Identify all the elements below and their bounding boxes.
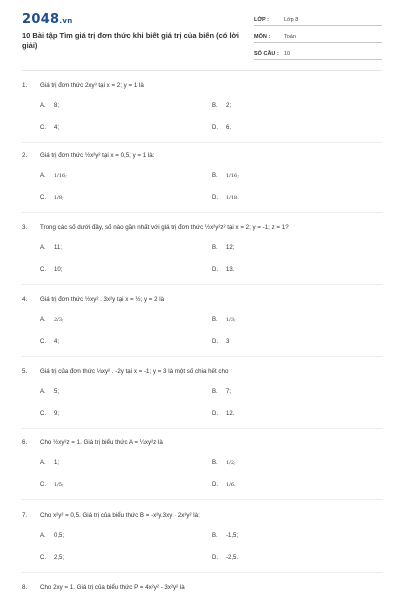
question-1: [22, 82, 382, 131]
meta-row-subject: [254, 31, 382, 43]
option-a[interactable]: A. 2/3;: [40, 317, 64, 323]
meta-panel: [254, 14, 382, 65]
question-separator: [22, 428, 382, 429]
meta-value: 10: [284, 51, 291, 57]
header-divider: [22, 70, 382, 71]
question-5: [22, 368, 382, 417]
question-separator: [22, 284, 382, 285]
option-c[interactable]: C. 4;: [40, 125, 60, 131]
meta-row-class: [254, 14, 382, 26]
question-number: 1.: [22, 82, 28, 89]
question-text: Cho 2xy = 1. Giá trị của biểu thức P = 4x²y² - 3x²y² là: [40, 584, 185, 591]
question-number: 5.: [22, 368, 28, 375]
question-8: [22, 584, 382, 591]
question-number: 3.: [22, 224, 28, 231]
question-number: 2.: [22, 152, 28, 159]
option-a[interactable]: A. 1/16;: [40, 173, 67, 179]
question-separator: [22, 499, 382, 500]
option-a[interactable]: A. 0,5;: [40, 533, 65, 539]
option-b[interactable]: B. 12;: [212, 245, 235, 251]
question-3: [22, 224, 382, 273]
option-b[interactable]: B. -1,5;: [212, 533, 239, 539]
question-separator: [22, 572, 382, 573]
document-title: 10 Bài tập Tìm giá trị đơn thức khi biết giá trị của biến (có lời giải): [22, 31, 239, 50]
question-separator: [22, 212, 382, 213]
option-a[interactable]: A. 8;: [40, 103, 60, 109]
option-b[interactable]: B. 2;: [212, 103, 232, 109]
option-b[interactable]: B. 1/16;: [212, 173, 239, 179]
meta-label: LỚP :: [254, 17, 269, 23]
option-d[interactable]: D. 1/18.: [212, 195, 239, 201]
question-text: Cho ½xy²z = 1. Giá trị biểu thức A = ¼xy²z là: [40, 439, 163, 446]
option-c[interactable]: C. 1/8;: [40, 195, 64, 201]
question-2: [22, 152, 382, 201]
logo: 2048.vn: [22, 12, 73, 27]
question-number: 6.: [22, 439, 28, 446]
meta-label: MÔN :: [254, 34, 271, 40]
option-c[interactable]: C. 9;: [40, 411, 60, 417]
option-a[interactable]: A. 11;: [40, 245, 62, 251]
option-b[interactable]: B. 1/3;: [212, 317, 236, 323]
question-number: 8.: [22, 584, 28, 591]
option-c[interactable]: C. 1/5;: [40, 482, 64, 488]
question-6: [22, 439, 382, 488]
question-number: 4.: [22, 296, 28, 303]
option-b[interactable]: B. 1/2;: [212, 460, 236, 466]
question-separator: [22, 356, 382, 357]
question-text: Cho x²y² = 0,5. Giá trị của biểu thức B = -x²y.3xy · 2x³y² là:: [40, 512, 200, 519]
option-d[interactable]: D. 1/6.: [212, 482, 236, 488]
option-d[interactable]: D. 3: [212, 339, 230, 345]
question-text: Giá trị đơn thức ½xy² . 3x²y tại x = ½; y = 2 là: [40, 296, 165, 303]
option-a[interactable]: A. 5;: [40, 389, 60, 395]
option-a[interactable]: A. 1;: [40, 460, 60, 466]
option-c[interactable]: C. 10;: [40, 267, 63, 273]
meta-row-count: [254, 48, 382, 60]
meta-label: SỐ CÂU :: [254, 51, 279, 57]
question-7: [22, 512, 382, 561]
question-text: Giá trị của đơn thức ⅓xy² . -2y tại x = -1; y = 3 là một số chia hết cho: [40, 368, 229, 375]
option-b[interactable]: B. 7;: [212, 389, 232, 395]
option-c[interactable]: C. 2,5;: [40, 555, 65, 561]
question-text: Giá trị đơn thức 2xy³ tại x = 2; y = 1 là: [40, 82, 144, 89]
option-c[interactable]: C. 4;: [40, 339, 60, 345]
option-d[interactable]: D. 6.: [212, 125, 232, 131]
question-text: Trong các số dưới đây, số nào gần nhất với giá trị đơn thức ½x²y²z² tại x = 2; y = -1; z = 1?: [40, 224, 289, 231]
question-text: Giá trị đơn thức ½x²y² tại x = 0,5; y = 1 là:: [40, 152, 155, 159]
option-d[interactable]: D. 13.: [212, 267, 235, 273]
option-d[interactable]: D. 12.: [212, 411, 235, 417]
option-d[interactable]: D. -2,5.: [212, 555, 239, 561]
question-number: 7.: [22, 512, 28, 519]
question-4: [22, 296, 382, 345]
meta-value: Lớp 8: [284, 17, 299, 23]
meta-value: Toán: [284, 34, 296, 40]
question-separator: [22, 142, 382, 143]
